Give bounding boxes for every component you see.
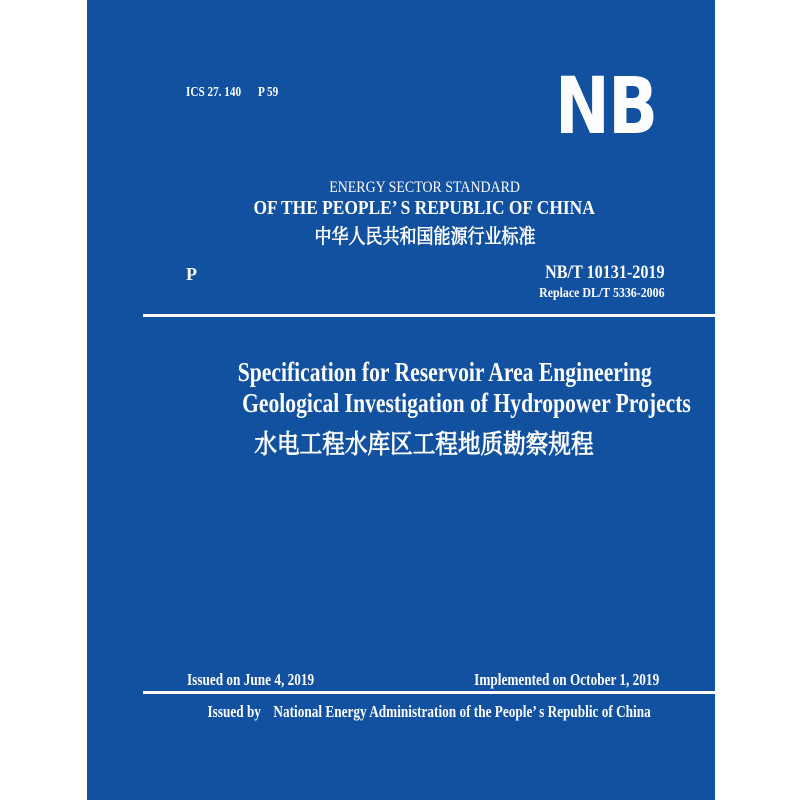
standard-name-cn-text: 中华人民共和国能源行业标准	[314, 226, 535, 248]
classification-code: P 59	[258, 85, 279, 100]
issued-by-value: National Energy Administration of the People’ s Republic of China	[273, 702, 651, 721]
title-cn-text: 水电工程水库区工程地质勘察规程	[254, 429, 595, 459]
standard-name-en-line2-wrap	[186, 197, 663, 219]
standard-name-cn	[186, 225, 663, 249]
issued-date: Issued on June 4, 2019	[187, 670, 315, 689]
replaces-note-text: Replace DL/T 5336-2006	[539, 286, 665, 301]
top-divider-line	[143, 314, 715, 317]
ics-code: ICS 27. 140	[186, 85, 242, 100]
standard-name-en-line1	[186, 179, 663, 197]
issued-by-label: Issued by	[207, 702, 261, 721]
nb-logo: NB	[555, 62, 657, 152]
issuer-inner	[207, 702, 650, 722]
standard-number-text: NB/T 10131-2019	[545, 262, 665, 283]
implemented-date: Implemented on October 1, 2019	[473, 670, 659, 689]
title-en-line2	[186, 388, 691, 419]
ics-block	[186, 84, 284, 101]
title-en-line2-text: Geological Investigation of Hydropower Projects	[242, 388, 691, 418]
dates-row	[187, 670, 659, 689]
standard-number-block	[517, 262, 665, 302]
doc-class-letter: P	[186, 264, 197, 284]
replaces-note	[517, 286, 665, 302]
standard-name-en-line2-text: OF THE PEOPLE’ S REPUBLIC OF CHINA	[253, 197, 596, 219]
title-en-line1	[186, 357, 663, 388]
title-cn	[186, 429, 663, 459]
bottom-divider-line	[143, 691, 715, 694]
title-en-line1-text: Specification for Reservoir Area Engineering	[237, 357, 652, 387]
standard-header	[186, 179, 663, 249]
standard-name-en-line1-text: ENERGY SECTOR STANDARD	[329, 179, 520, 196]
standard-number	[517, 262, 665, 284]
title-block	[186, 357, 691, 459]
cover-page	[87, 0, 715, 800]
issuer-row	[143, 702, 715, 722]
